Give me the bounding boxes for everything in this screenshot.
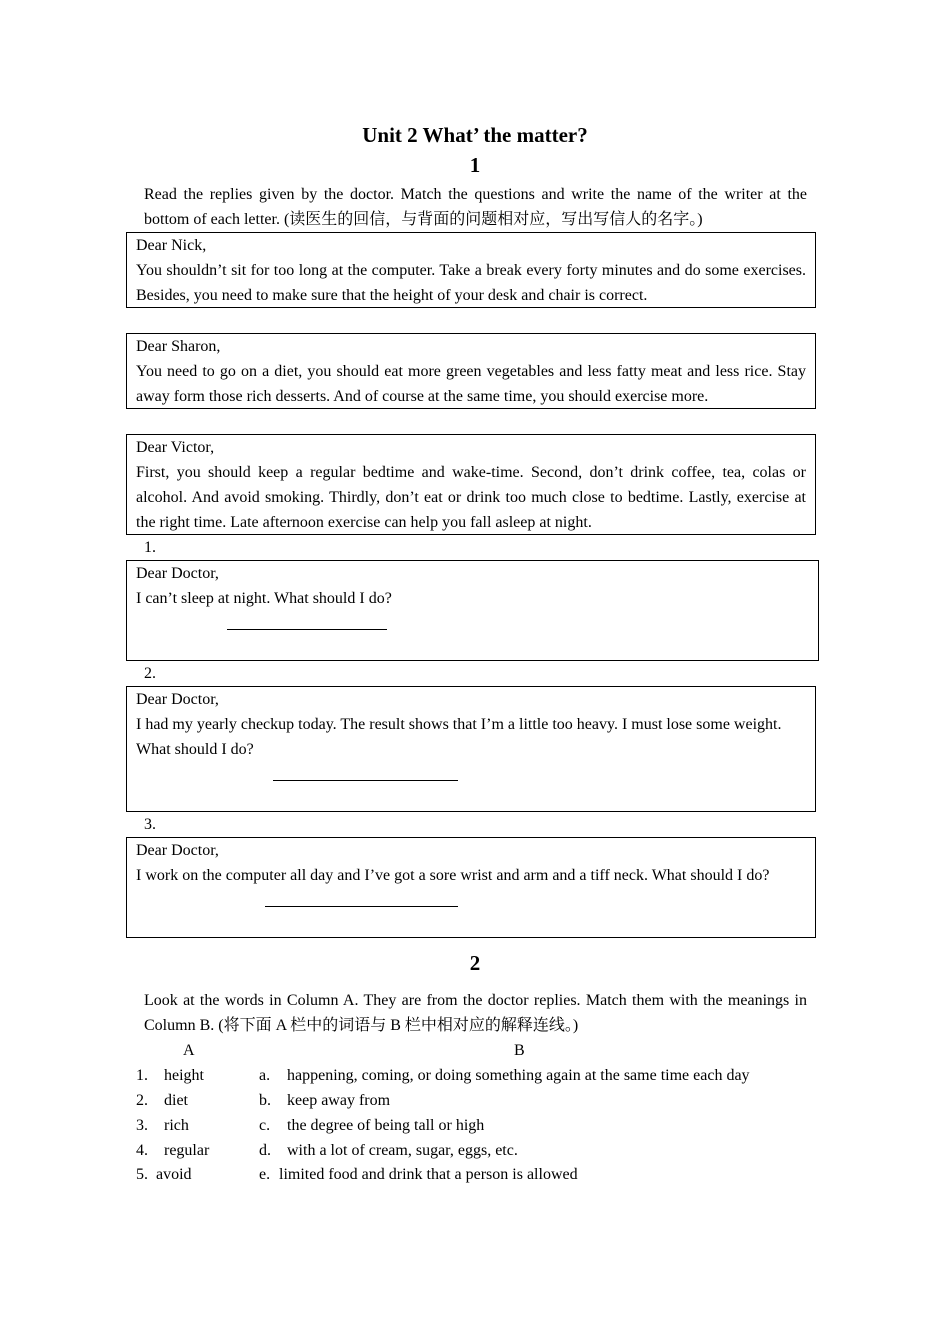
salutation: Dear Victor,	[136, 439, 215, 456]
instruction-text: Read the replies given by the doctor. Match the questions and write the name of the writer at the bottom of each letter. (读医生的回信，与背面的问题相对应，写出写信人的名字。)	[144, 186, 807, 228]
column-a-word: diet	[164, 1092, 188, 1109]
letter-body: You shouldn’t sit for too long at the computer. Take a break every forty minutes and do some exercises. Besides, you need to make sure that the height of your desk and chair is correct.	[136, 262, 806, 304]
question-number: 1.	[144, 539, 156, 556]
column-b-meaning: limited food and drink that a person is allowed	[279, 1166, 578, 1183]
column-b-letter: e.	[259, 1166, 271, 1183]
item-number: 3.	[136, 1117, 148, 1134]
page-title: Unit 2 What’ the matter?	[362, 123, 588, 147]
question-letter	[126, 837, 816, 938]
question-letter	[126, 686, 816, 812]
column-b-letter: a.	[259, 1067, 271, 1084]
question-number: 2.	[144, 665, 156, 682]
letter-body: I can’t sleep at night. What should I do?	[136, 590, 392, 607]
column-a-word: rich	[164, 1117, 189, 1134]
question-number: 3.	[144, 816, 156, 833]
column-b-letter: c.	[259, 1117, 271, 1134]
letter-body: I had my yearly checkup today. The result shows that I’m a little too heavy. I must lose some weight. What should I do?	[136, 716, 782, 758]
column-b-header: B	[514, 1042, 525, 1059]
letter-body: I work on the computer all day and I’ve got a sore wrist and arm and a tiff neck. What should I do?	[136, 867, 770, 884]
column-a-word: avoid	[156, 1166, 192, 1183]
salutation: Dear Doctor,	[136, 842, 219, 859]
writer-name-blank[interactable]	[265, 906, 458, 907]
salutation: Dear Nick,	[136, 237, 207, 254]
column-b-letter: b.	[259, 1092, 271, 1109]
section-number: 2	[469, 951, 481, 975]
salutation: Dear Sharon,	[136, 338, 221, 355]
item-number: 2.	[136, 1092, 148, 1109]
question-letter	[126, 560, 819, 661]
column-a-word: regular	[164, 1142, 210, 1159]
section-number: 1	[469, 153, 481, 177]
item-number: 1.	[136, 1067, 148, 1084]
instruction-text: Look at the words in Column A. They are from the doctor replies. Match them with the meanings in Column B. (将下面 A 栏中的词语与 B 栏中相对应的解释连线。)	[144, 992, 807, 1034]
column-b-meaning: keep away from	[287, 1092, 391, 1109]
letter-body: You need to go on a diet, you should eat more green vegetables and less fatty meat and less rice. Stay away form those rich desserts. And of course at the same time, you should exercise more.	[136, 363, 806, 405]
reply-letter	[126, 434, 816, 535]
column-a-word: height	[164, 1067, 204, 1084]
letter-body: First, you should keep a regular bedtime and wake-time. Second, don’t drink coffee, tea, colas or alcohol. And avoid smoking. Thirdly, don’t eat or drink too much close to bedtime. Lastly, exercise at the right time. Late afternoon exercise can help you fall asleep at night.	[136, 464, 806, 531]
column-b-meaning: the degree of being tall or high	[287, 1117, 485, 1134]
column-a-header: A	[183, 1042, 195, 1059]
column-b-letter: d.	[259, 1142, 271, 1159]
reply-letter	[126, 232, 816, 308]
writer-name-blank[interactable]	[227, 629, 387, 630]
item-number: 4.	[136, 1142, 148, 1159]
writer-name-blank[interactable]	[273, 780, 458, 781]
item-number: 5.	[136, 1166, 148, 1183]
salutation: Dear Doctor,	[136, 691, 219, 708]
column-b-meaning: with a lot of cream, sugar, eggs, etc.	[287, 1142, 518, 1159]
salutation: Dear Doctor,	[136, 565, 219, 582]
column-b-meaning: happening, coming, or doing something again at the same time each day	[287, 1067, 750, 1084]
reply-letter	[126, 333, 816, 409]
